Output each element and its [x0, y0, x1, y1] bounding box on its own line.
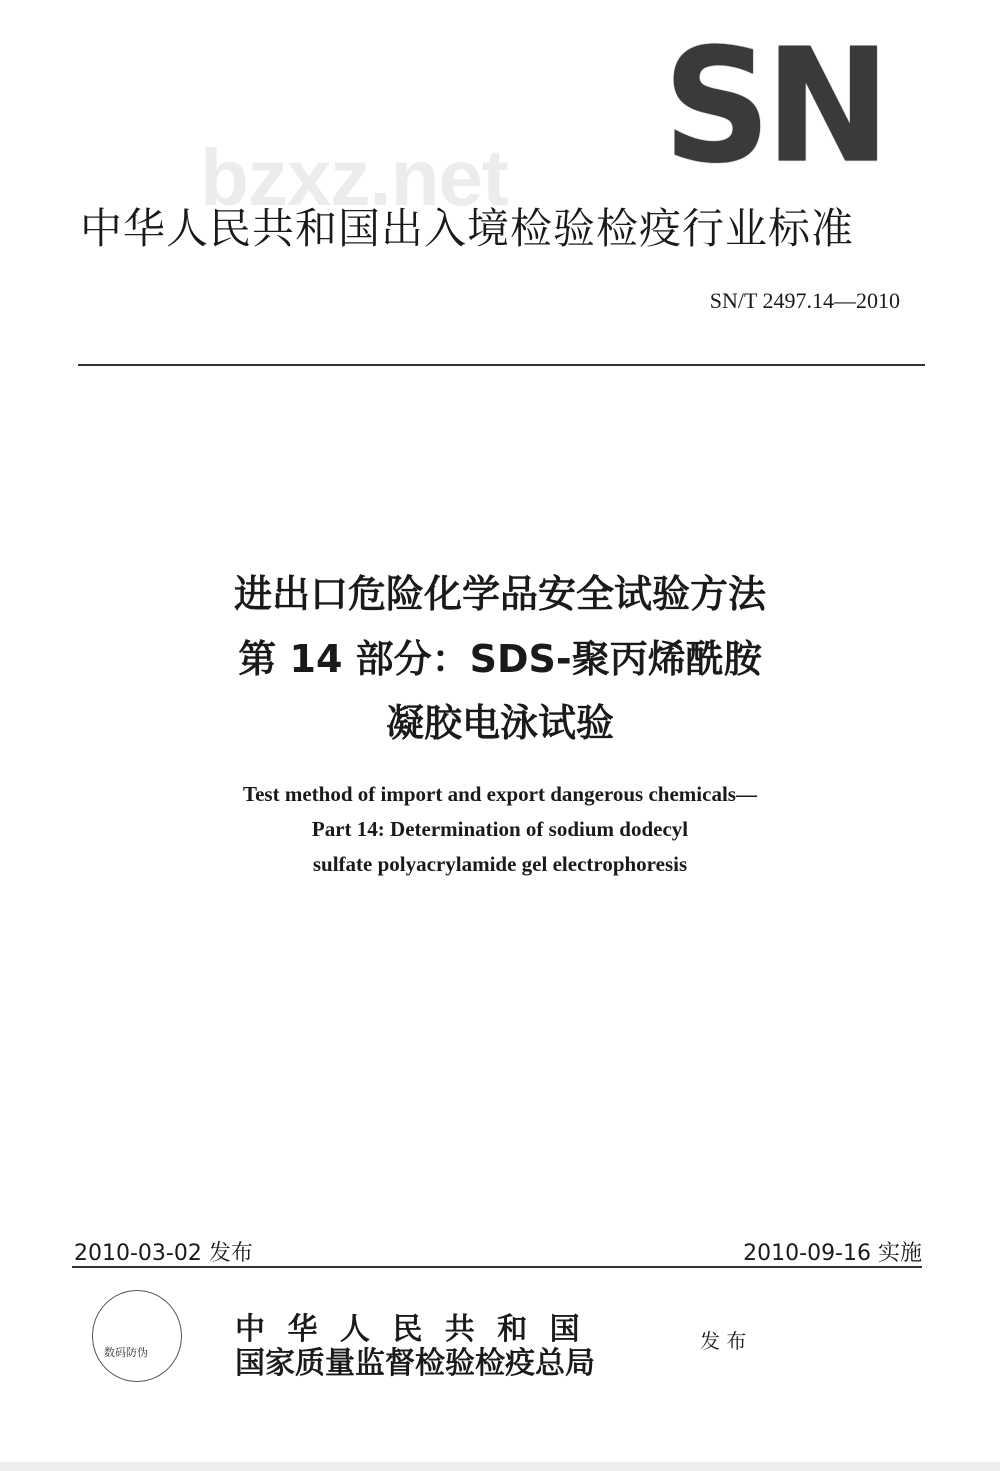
title-cn-line-2: 第 14 部分：SDS-聚丙烯酰胺 [238, 637, 762, 681]
title-en-line-3: sulfate polyacrylamide gel electrophoresis [312, 852, 688, 876]
standard-type: 中华人民共和国出入境检验检疫行业标准 [80, 204, 855, 253]
anti-counterfeit-stamp [92, 1290, 182, 1382]
sn-logo: SN [663, 15, 885, 199]
publisher-line-2: 国家质量监督检验检疫总局 [235, 1346, 595, 1381]
implementation-date: 2010-09-16 实施 [743, 1241, 922, 1266]
title-cn-line-1: 进出口危险化学品安全试验方法 [233, 572, 766, 616]
title-en-line-1: Test method of import and export dangerous chemicals— [243, 782, 757, 806]
publish-action: 发 布 [700, 1329, 747, 1353]
page-bottom-edge [0, 1462, 1000, 1471]
issue-date: 2010-03-02 发布 [74, 1241, 253, 1266]
header-divider [78, 364, 925, 366]
footer-divider [72, 1266, 922, 1268]
watermark: bzxz.net [200, 133, 508, 222]
title-en-line-2: Part 14: Determination of sodium dodecyl [311, 817, 689, 841]
standard-code: SN/T 2497.14—2010 [709, 288, 900, 313]
title-cn-line-3: 凝胶电泳试验 [385, 701, 614, 745]
stamp-text: 数码防伪 [104, 1346, 148, 1359]
publisher-line-1: 中 华 人 民 共 和 国 [235, 1312, 586, 1347]
